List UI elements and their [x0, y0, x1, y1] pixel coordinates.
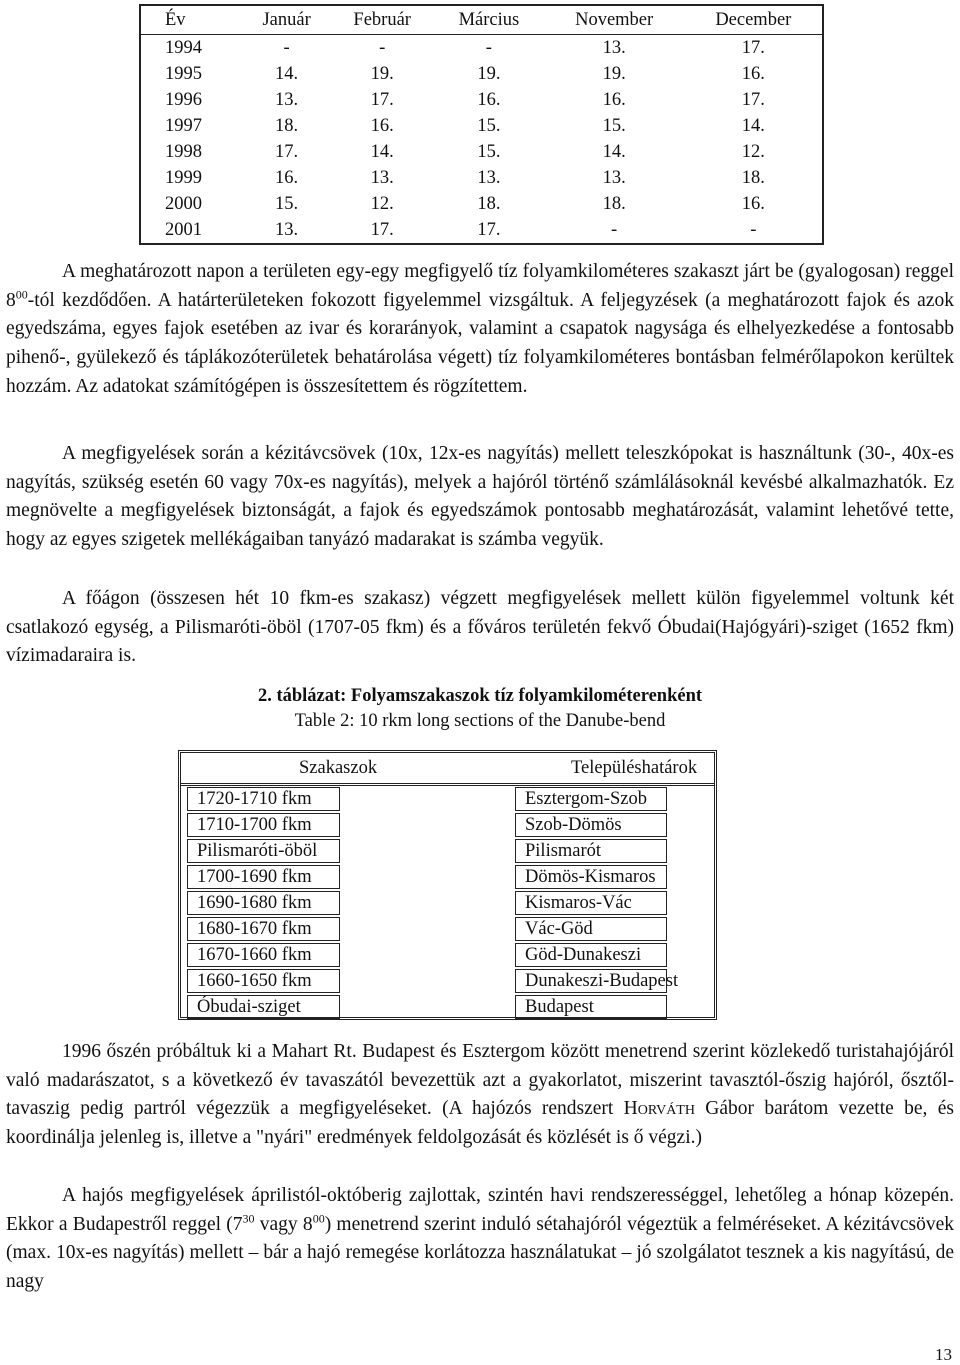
table-cell: 2000	[165, 193, 202, 214]
table-cell: 2001	[165, 219, 202, 240]
table-cell: 17.	[275, 141, 299, 162]
section-cell: 1680-1670 fkm	[187, 917, 340, 941]
table-row	[141, 35, 822, 62]
table-cell: -	[379, 37, 386, 58]
paragraph-equipment	[6, 440, 954, 555]
section-cell: 1720-1710 fkm	[187, 787, 340, 811]
table-cell: 12.	[370, 193, 394, 214]
table-cell: -	[750, 219, 757, 240]
table-cell: 17.	[741, 89, 765, 110]
text-run: A meghatározott napon a területen egy-egy megfigyelő tíz folyamkilométeres szakaszt járt be (gyalogosan) reggel 8	[6, 261, 954, 311]
table-cell: 14.	[602, 141, 626, 162]
table-header-row	[141, 6, 822, 35]
river-sections-table	[178, 750, 717, 1020]
table-row	[141, 139, 822, 165]
col-header-sections: Szakaszok	[299, 758, 378, 778]
table-cell: 14.	[370, 141, 394, 162]
table-cell: 16.	[477, 89, 501, 110]
table-row	[141, 191, 822, 217]
table-cell: 15.	[477, 141, 501, 162]
text-run: ) menetrend szerint induló sétahajóról végeztük a felméréseket. A kézitávcsövek (max. 10x-es nagyítás) mellett – bár a hajó remegése korlátozza használatukat – jó szolgálatot tesznek a kis nagyítású, de nagy	[6, 1213, 954, 1293]
table-cell: 19.	[370, 63, 394, 84]
superscript: 00	[15, 287, 28, 302]
section-cell: 1690-1680 fkm	[187, 891, 340, 915]
table-caption-hungarian: 2. táblázat: Folyamszakaszok tíz folyamkilométerenként	[257, 686, 703, 706]
table-cell: 1997	[165, 115, 202, 136]
author-name: Horváth	[623, 1098, 695, 1120]
paragraph-boat-survey	[6, 1038, 954, 1153]
table-cell: 13.	[602, 37, 626, 58]
text-run: -tól kezdődően. A határterületeken fokozott figyelemmel vizsgáltuk. A feljegyzések (a meghatározott fajok és azok egyedszáma, egyes fajok esetében az ivar és korarányok, valamint a csapatok nagysága és elhelyezkedése a fontosabb pihenő-, gyülekező és táplákozóterületek behatárolása végett) tíz folyamkilométeres bontásban felmérőlapokon kerültek hozzám. Az adatokat számítógépen is összesítettem és rögzítettem.	[6, 289, 954, 397]
yearly-dates-table	[139, 4, 824, 245]
table-cell: 17.	[477, 219, 501, 240]
boundary-cell: Göd-Dunakeszi	[515, 943, 667, 967]
col-header-boundaries: Településhatárok	[571, 758, 698, 778]
section-cell: Óbudai-sziget	[187, 995, 340, 1019]
paragraph-method	[6, 258, 954, 402]
table-row	[141, 113, 822, 139]
table-cell: 13.	[275, 219, 299, 240]
boundary-cell: Budapest	[515, 995, 667, 1019]
col-header: Január	[243, 6, 330, 35]
table-cell: 12.	[741, 141, 765, 162]
text-run: Gábor barátom vezette be, és koordinálja jelenleg is, illetve a "nyári" eredmények feldolgozását és közlését is ő végzi.)	[6, 1098, 954, 1149]
col-header: November	[544, 6, 685, 35]
table-cell: 1999	[165, 167, 202, 188]
table-cell: 13.	[275, 89, 299, 110]
table-cell: 18.	[477, 193, 501, 214]
table-cell: 19.	[602, 63, 626, 84]
page-number: 13	[935, 1345, 952, 1364]
text-run: A megfigyelések során a kézitávcsövek (10x, 12x-es nagyítás) mellett teleszkópokat is használtunk (30-, 40x-es nagyítás, szükség esetén 60 vagy 70x-es nagyítás), melyek a hajóról történő számlálásoknál kevésbé alkalmazhatók. Ez megnövelte a megfigyelések biztonságát, a fajok és egyedszámok pontosabb meghatározását, valamint lehetővé tette, hogy az egyes szigetek mellékágaiban tanyázó madarakat is számba vegyük.	[6, 443, 954, 551]
table-cell: 13.	[477, 167, 501, 188]
table-cell: 15.	[477, 115, 501, 136]
table-cell: 14.	[741, 115, 765, 136]
boundary-cell: Kismaros-Vác	[515, 891, 667, 915]
table-cell: 15.	[275, 193, 299, 214]
col-header: Február	[330, 6, 434, 35]
table-cell: 15.	[602, 115, 626, 136]
boundary-cell: Pilismarót	[515, 839, 667, 863]
table-cell: 16.	[741, 63, 765, 84]
table-row	[141, 87, 822, 113]
col-header: Év	[141, 6, 243, 35]
text-run: 1996 őszén próbáltuk ki a Mahart Rt. Budapest és Esztergom között menetrend szerint közlekedő turistahajójáról való madarászatot, s a következő év tavaszától bevezettük azt a gyakorlatot, miszerint tavasztól-őszig hajóról, ősztől-tavaszig pedig partról végezzük a megfigyeléseket. (A hajózós rendszert	[6, 1041, 954, 1120]
boundary-cell: Esztergom-Szob	[515, 787, 667, 811]
paragraph-sections	[6, 585, 954, 671]
table-caption-english: Table 2: 10 rkm long sections of the Danube-bend	[294, 711, 666, 731]
col-header: Március	[434, 6, 543, 35]
superscript: 30	[242, 1211, 255, 1226]
table-row	[141, 165, 822, 191]
section-cell: Pilismaróti-öböl	[187, 839, 340, 863]
table-cell: 1994	[165, 37, 202, 58]
boundary-cell: Dunakeszi-Budapest	[515, 969, 667, 993]
table-cell: 16.	[370, 115, 394, 136]
table-cell: 16.	[602, 89, 626, 110]
table-cell: 13.	[370, 167, 394, 188]
table-cell: 13.	[602, 167, 626, 188]
table-cell: 17.	[741, 37, 765, 58]
section-cell: 1710-1700 fkm	[187, 813, 340, 837]
table-cell: -	[283, 37, 290, 58]
paragraph-boat-schedule	[6, 1182, 954, 1297]
table-cell: 1996	[165, 89, 202, 110]
table-row	[141, 61, 822, 87]
table-cell: -	[611, 219, 618, 240]
table-cell: -	[485, 37, 492, 58]
table-cell: 16.	[275, 167, 299, 188]
text-run: A főágon (összesen hét 10 fkm-es szakasz) végzett megfigyelések mellett külön figyelemmel voltunk két csatlakozó egység, a Pilismaróti-öböl (1707-05 fkm) és a főváros területén fekvő Óbudai(Hajógyári)-sziget (1652 fkm) vízimadaraira is.	[6, 588, 954, 667]
superscript: 00	[312, 1211, 325, 1226]
table-cell: 18.	[602, 193, 626, 214]
section-cell: 1660-1650 fkm	[187, 969, 340, 993]
text-run: vagy 8	[254, 1213, 313, 1235]
boundary-cell: Vác-Göd	[515, 917, 667, 941]
table-cell: 17.	[370, 89, 394, 110]
section-cell: 1700-1690 fkm	[187, 865, 340, 889]
boundary-cell: Dömös-Kismaros	[515, 865, 667, 889]
table-row	[141, 217, 822, 243]
table-header-row	[181, 753, 714, 786]
table-cell: 14.	[275, 63, 299, 84]
section-cell: 1670-1660 fkm	[187, 943, 340, 967]
table-cell: 19.	[477, 63, 501, 84]
table-cell: 16.	[741, 193, 765, 214]
boundary-cell: Szob-Dömös	[515, 813, 667, 837]
col-header: December	[685, 6, 822, 35]
table-cell: 18.	[741, 167, 765, 188]
table-cell: 18.	[275, 115, 299, 136]
table-cell: 17.	[370, 219, 394, 240]
text-run: A hajós megfigyelések áprilistól-októberig zajlottak, szintén havi rendszerességgel, lehetőleg a hónap közepén. Ekkor a Budapestről reggel (7	[6, 1185, 954, 1235]
table-cell: 1998	[165, 141, 202, 162]
table-cell: 1995	[165, 63, 202, 84]
